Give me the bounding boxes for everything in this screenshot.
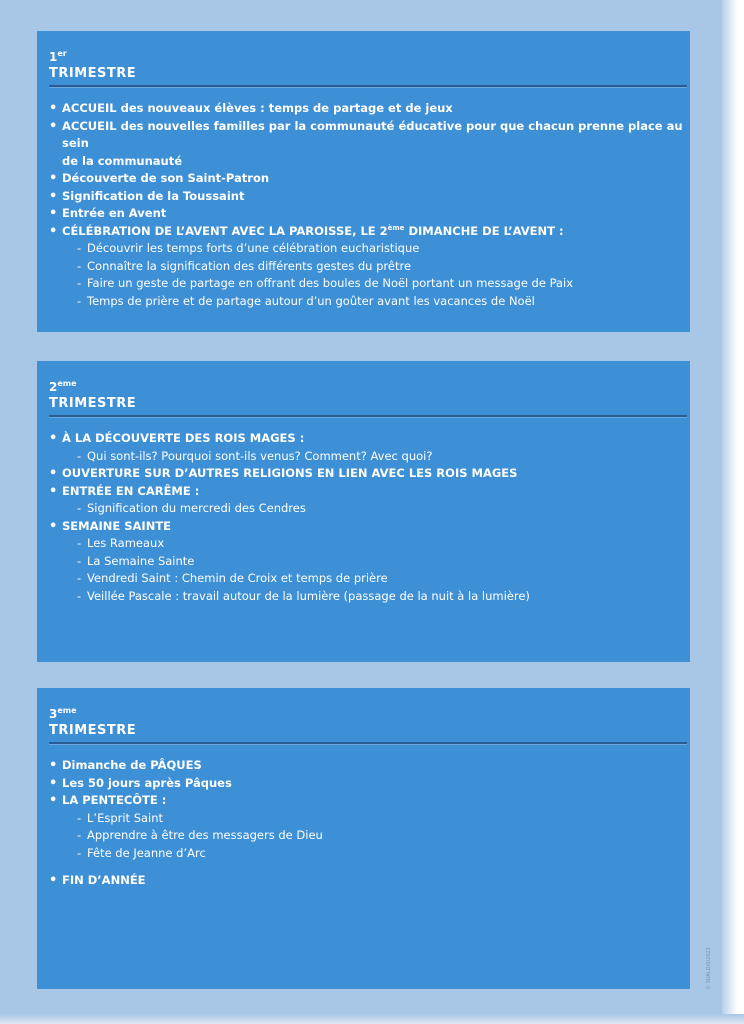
trimester-panel-2 — [37, 361, 690, 662]
page-edge — [722, 0, 744, 1024]
list-item: • Découverte de son Saint-Patron — [49, 170, 690, 188]
sub-list-item: - Connaître la signification des différents gestes du prêtre — [49, 258, 690, 276]
list-item: • Dimanche de PÂQUES — [49, 757, 690, 775]
list-spacer — [49, 862, 690, 872]
sub-list-item: - Vendredi Saint : Chemin de Croix et temps de prière — [49, 570, 690, 588]
trimester-panel-1 — [37, 31, 690, 332]
list-item: • ACCUEIL des nouvelles familles par la communauté éducative pour que chacun prenne place au sein — [49, 118, 690, 153]
list-item: • SEMAINE SAINTE — [49, 518, 690, 536]
list-item: • CÉLÉBRATION DE L’AVENT AVEC LA PAROISSE, LE 2ème DIMANCHE DE L’AVENT : — [49, 223, 690, 241]
list-item: • LA PENTECÔTE : — [49, 792, 690, 810]
trimester-title: TRIMESTRE — [49, 396, 137, 411]
list-item: • OUVERTURE SUR D’AUTRES RELIGIONS EN LIEN AVEC LES ROIS MAGES — [49, 465, 690, 483]
section-divider — [49, 415, 687, 418]
list-item: de la communauté — [62, 153, 183, 168]
sub-list-item: - Temps de prière et de partage autour d’un goûter avant les vacances de Noël — [49, 293, 690, 311]
trimester-title: TRIMESTRE — [49, 66, 137, 81]
trimester-number: 1er — [49, 49, 67, 64]
item-list — [49, 430, 690, 605]
sub-list-item: - Signification du mercredi des Cendres — [49, 500, 690, 518]
section-divider — [49, 742, 687, 745]
list-item: • ACCUEIL des nouveaux élèves : temps de partage et de jeux — [49, 100, 690, 118]
sub-list-item: - Apprendre à être des messagers de Dieu — [49, 827, 690, 845]
list-item: • Entrée en Avent — [49, 205, 690, 223]
page-bottom-edge — [0, 1014, 744, 1024]
sub-list-item: - L’Esprit Saint — [49, 810, 690, 828]
sub-list-item: - La Semaine Sainte — [49, 553, 690, 571]
sub-list-item: - Qui sont-ils? Pourquoi sont-ils venus? Comment? Avec quoi? — [49, 448, 690, 466]
copyright-mark: © SDALD/0/2022 — [706, 947, 712, 990]
section-divider — [49, 85, 687, 88]
trimester-panel-3 — [37, 688, 690, 989]
sub-list-item: - Veillée Pascale : travail autour de la lumière (passage de la nuit à la lumière) — [49, 588, 690, 606]
list-item: • ENTRÉE EN CARÊME : — [49, 483, 690, 501]
item-list — [49, 757, 690, 890]
sub-list-item: - Fête de Jeanne d’Arc — [49, 845, 690, 863]
list-item: • À LA DÉCOUVERTE DES ROIS MAGES : — [49, 430, 690, 448]
item-list — [49, 100, 690, 310]
list-item: • FIN D’ANNÉE — [49, 872, 690, 890]
trimester-title: TRIMESTRE — [49, 723, 137, 738]
list-item: • Signification de la Toussaint — [49, 188, 690, 206]
sub-list-item: - Les Rameaux — [49, 535, 690, 553]
trimester-number: 2eme — [49, 379, 77, 394]
list-item: • Les 50 jours après Pâques — [49, 775, 690, 793]
sub-list-item: - Faire un geste de partage en offrant des boules de Noël portant un message de Paix — [49, 275, 690, 293]
sub-list-item: - Découvrir les temps forts d’une célébration eucharistique — [49, 240, 690, 258]
trimester-number: 3eme — [49, 706, 77, 721]
